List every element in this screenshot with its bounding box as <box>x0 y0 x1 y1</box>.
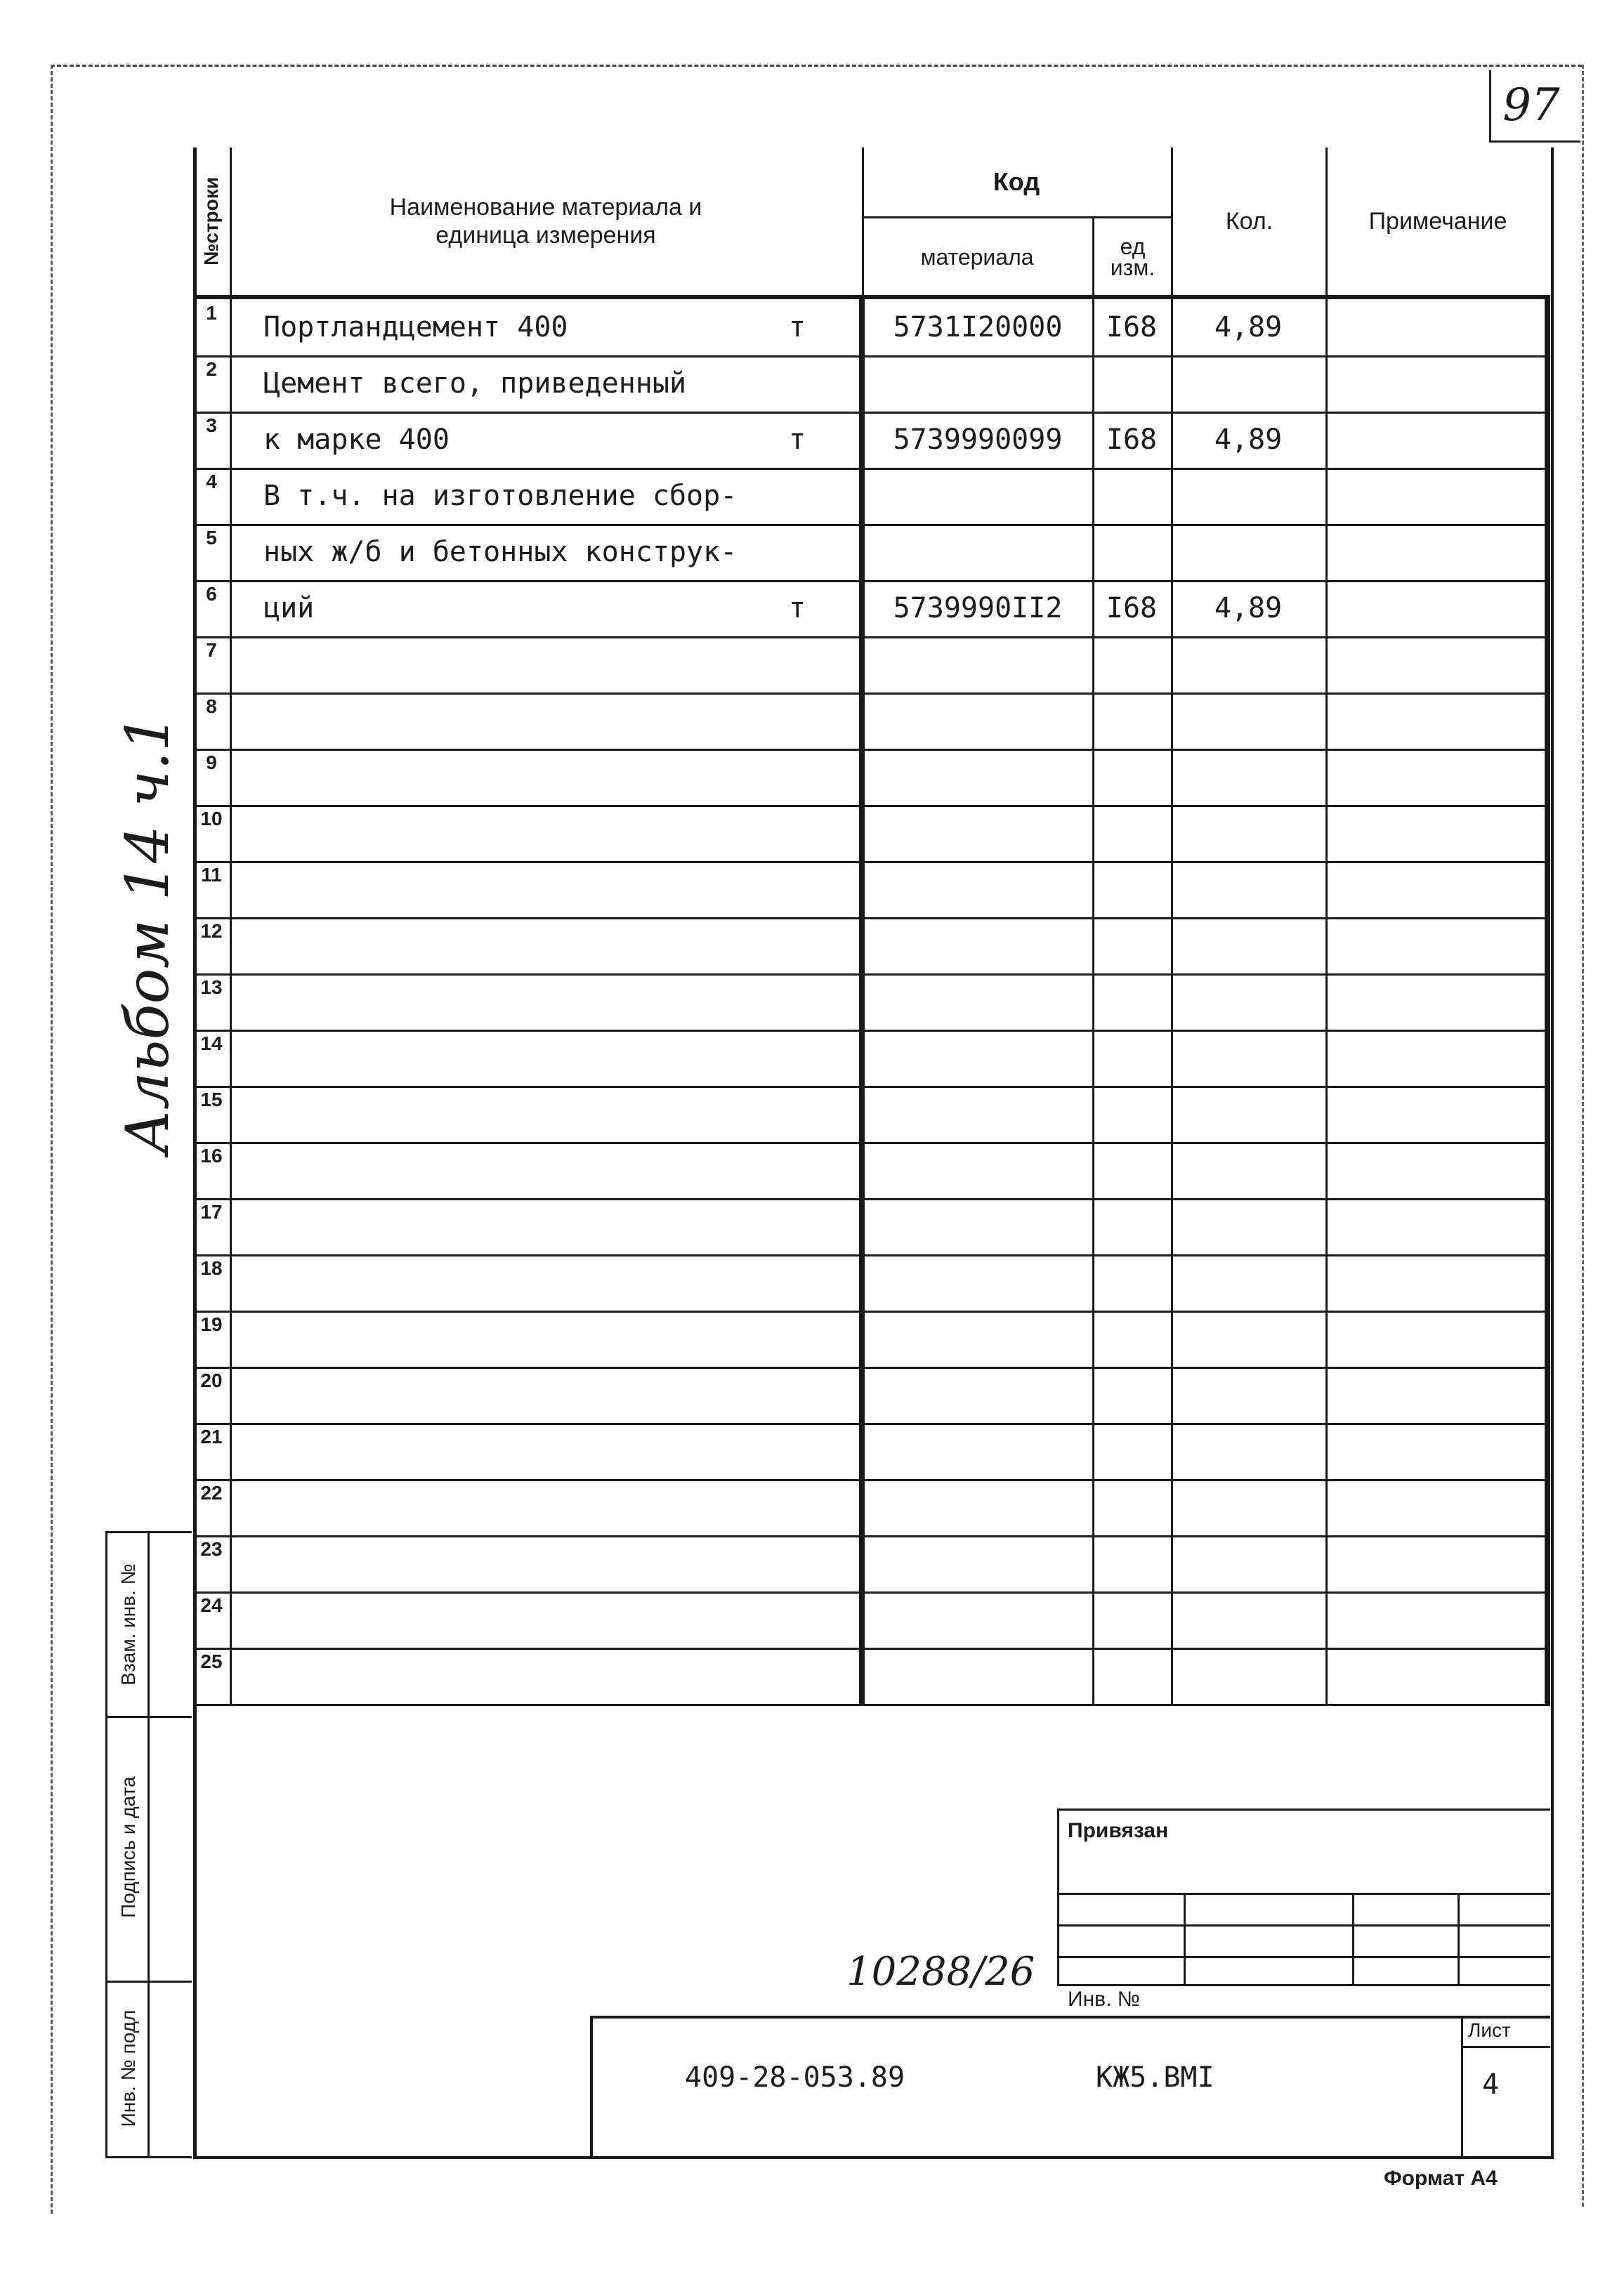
table-header <box>193 147 1550 299</box>
row-number: 12 <box>193 917 232 973</box>
material-unit <box>776 693 818 749</box>
material-unit <box>776 805 818 861</box>
material-name: Цемент всего, приведенный <box>263 367 687 400</box>
quantity <box>1171 1142 1325 1198</box>
material-name <box>263 1142 811 1198</box>
material-code <box>862 1479 1094 1535</box>
unit-code <box>1092 1030 1171 1086</box>
header-note: Примечание <box>1368 208 1507 235</box>
material-name <box>263 1648 811 1704</box>
row-number: 20 <box>193 1367 232 1423</box>
unit-code <box>1092 1142 1171 1198</box>
table-row <box>193 1423 1550 1481</box>
cut-border-right <box>1582 65 1584 2207</box>
row-number: 3 <box>193 412 232 468</box>
row-number: 18 <box>193 1254 232 1311</box>
row-number: 19 <box>193 1311 232 1367</box>
album-label: Альбом 14 ч.1 <box>113 714 182 1155</box>
quantity <box>1171 805 1325 861</box>
material-code: 5731I20000 <box>893 311 1063 343</box>
material-name <box>263 1086 811 1142</box>
row-number: 11 <box>193 861 232 917</box>
quantity <box>1171 1648 1325 1704</box>
table-row <box>193 524 1550 582</box>
material-name: к марке 400 <box>263 424 450 456</box>
unit-code <box>1092 1367 1171 1423</box>
unit-code <box>1092 1198 1171 1254</box>
table-row <box>193 1479 1550 1537</box>
table-row <box>193 1367 1550 1425</box>
row-number: 17 <box>193 1198 232 1254</box>
unit-code <box>1092 1591 1171 1648</box>
quantity <box>1171 468 1325 524</box>
row-number: 24 <box>193 1591 232 1648</box>
material-name <box>263 1311 811 1367</box>
unit-code <box>1092 1086 1171 1142</box>
quantity <box>1171 693 1325 749</box>
margin-vzam-inv: Взам. инв. № <box>105 1531 192 1718</box>
quantity <box>1171 1086 1325 1142</box>
quantity <box>1171 861 1325 917</box>
unit-code <box>1092 861 1171 917</box>
material-code <box>862 749 1094 805</box>
material-name: В т.ч. на изготовление сбор- <box>263 480 738 512</box>
table-row <box>193 1254 1550 1313</box>
margin-inv-podl: Инв. № подл <box>105 1981 192 2158</box>
margin-strip-divider <box>148 1531 150 2156</box>
material-code <box>862 861 1094 917</box>
quantity: 4,89 <box>1214 311 1283 343</box>
sheet-label: Лист <box>1468 2019 1511 2041</box>
material-name <box>263 636 811 693</box>
material-code <box>862 1311 1094 1367</box>
quantity: 4,89 <box>1214 424 1283 456</box>
material-unit <box>776 1648 818 1704</box>
unit-code <box>1092 636 1171 693</box>
material-unit <box>776 1086 818 1142</box>
table-row <box>193 299 1550 357</box>
quantity <box>1171 749 1325 805</box>
material-unit <box>776 1311 818 1367</box>
unit-code <box>1092 355 1171 412</box>
row-number: 8 <box>193 693 232 749</box>
quantity <box>1171 1030 1325 1086</box>
page-number: 97 <box>1502 79 1560 131</box>
quantity: 4,89 <box>1214 592 1283 624</box>
material-unit <box>776 861 818 917</box>
header-row-number: №строки <box>193 147 232 295</box>
quantity <box>1171 1591 1325 1648</box>
material-unit <box>776 468 818 524</box>
material-unit <box>776 355 818 412</box>
row-number: 7 <box>193 636 232 693</box>
material-code <box>862 1086 1094 1142</box>
material-unit <box>776 1142 818 1198</box>
material-unit <box>776 1591 818 1648</box>
material-name <box>263 1479 811 1535</box>
material-name <box>263 1591 811 1648</box>
row-number: 23 <box>193 1535 232 1591</box>
material-unit <box>776 1198 818 1254</box>
page-number-underline <box>1489 140 1580 143</box>
row-number: 13 <box>193 973 232 1030</box>
material-name: ных ж/б и бетонных конструк- <box>263 536 738 568</box>
row-number: 15 <box>193 1086 232 1142</box>
quantity <box>1171 1311 1325 1367</box>
table-row <box>193 861 1550 919</box>
material-code <box>862 1367 1094 1423</box>
material-unit: т <box>788 424 806 456</box>
unit-code <box>1092 1479 1171 1535</box>
row-number: 10 <box>193 805 232 861</box>
table-row <box>193 749 1550 807</box>
column-divider-note <box>1325 299 1328 1704</box>
row-number: 4 <box>193 468 232 524</box>
quantity <box>1171 524 1325 580</box>
table-row <box>193 1142 1550 1200</box>
material-code: 5739990II2 <box>893 592 1063 624</box>
material-name <box>263 1535 811 1591</box>
material-name: ций <box>263 592 315 624</box>
material-name <box>263 1030 811 1086</box>
material-name: Портландцемент 400 <box>263 311 568 343</box>
handwritten-number: 10288/26 <box>846 1949 1035 1995</box>
table-row <box>193 1086 1550 1144</box>
header-material-name: Наименование материала и единица измерения <box>230 147 864 295</box>
material-code <box>862 1648 1094 1704</box>
row-number: 16 <box>193 1142 232 1198</box>
table-row <box>193 917 1550 976</box>
quantity <box>1171 355 1325 412</box>
material-unit <box>776 1423 818 1479</box>
material-unit <box>776 917 818 973</box>
material-code <box>862 1591 1094 1648</box>
unit-code: I68 <box>1106 592 1158 624</box>
material-code <box>862 1030 1094 1086</box>
row-number: 2 <box>193 355 232 412</box>
header-code-material: материала <box>862 218 1094 295</box>
column-divider-code <box>859 299 865 1704</box>
unit-code <box>1092 1254 1171 1311</box>
material-unit: т <box>788 311 806 343</box>
material-name <box>263 749 811 805</box>
cut-border-left <box>51 65 53 2214</box>
row-number: 6 <box>193 580 232 636</box>
privyazan-label: Привязан <box>1068 1819 1169 1842</box>
unit-code <box>1092 524 1171 580</box>
quantity <box>1171 1367 1325 1423</box>
quantity <box>1171 1535 1325 1591</box>
quantity <box>1171 917 1325 973</box>
material-name <box>263 861 811 917</box>
column-divider-qty <box>1171 299 1173 1704</box>
table-row <box>193 1198 1550 1256</box>
quantity <box>1171 1198 1325 1254</box>
material-code <box>862 524 1094 580</box>
material-name <box>263 693 811 749</box>
unit-code <box>1092 468 1171 524</box>
quantity <box>1171 1479 1325 1535</box>
table-row <box>193 1591 1550 1650</box>
margin-podpis-data: Подпись и дата <box>105 1714 192 1983</box>
sheet-number: 4 <box>1482 2068 1500 2101</box>
table-row <box>193 636 1550 695</box>
material-code: 5739990099 <box>893 424 1063 456</box>
table-row <box>193 693 1550 751</box>
material-code <box>862 1254 1094 1311</box>
table-row <box>193 355 1550 414</box>
material-unit <box>776 636 818 693</box>
column-divider-unit <box>1092 299 1094 1704</box>
table-row <box>193 1535 1550 1594</box>
unit-code <box>1092 1648 1171 1704</box>
material-code <box>862 1535 1094 1591</box>
row-number: 1 <box>193 299 232 355</box>
quantity <box>1171 973 1325 1030</box>
unit-code <box>1092 1311 1171 1367</box>
material-unit <box>776 1254 818 1311</box>
row-number: 9 <box>193 749 232 805</box>
material-code <box>862 1423 1094 1479</box>
material-unit <box>776 973 818 1030</box>
material-unit <box>776 1367 818 1423</box>
inv-no-label: Инв. № <box>1068 1988 1140 2011</box>
material-code <box>862 636 1094 693</box>
material-name <box>263 1254 811 1311</box>
material-name <box>263 917 811 973</box>
material-code <box>862 468 1094 524</box>
table-row <box>193 1648 1550 1706</box>
unit-code: I68 <box>1106 424 1158 456</box>
table-row <box>193 1311 1550 1369</box>
table-row <box>193 973 1550 1032</box>
header-code-unit: ед изм. <box>1094 218 1173 295</box>
material-name <box>263 1198 811 1254</box>
material-unit <box>776 1030 818 1086</box>
material-code <box>862 805 1094 861</box>
unit-code <box>1092 693 1171 749</box>
unit-code <box>1092 917 1171 973</box>
title-block <box>193 1773 1550 2156</box>
quantity <box>1171 1254 1325 1311</box>
row-number: 25 <box>193 1648 232 1704</box>
unit-code <box>1092 1423 1171 1479</box>
material-unit <box>776 1535 818 1591</box>
material-unit <box>776 749 818 805</box>
material-code <box>862 1142 1094 1198</box>
document-code: 409-28-053.89 <box>685 2061 905 2094</box>
row-number: 21 <box>193 1423 232 1479</box>
header-quantity: Кол. <box>1173 147 1328 295</box>
unit-code <box>1092 805 1171 861</box>
table-row <box>193 412 1550 470</box>
material-code <box>862 1198 1094 1254</box>
material-name <box>263 805 811 861</box>
quantity <box>1171 1423 1325 1479</box>
material-unit <box>776 1479 818 1535</box>
material-name <box>263 1423 811 1479</box>
row-number: 5 <box>193 524 232 580</box>
unit-code <box>1092 749 1171 805</box>
cut-border-top <box>51 65 1582 67</box>
unit-code <box>1092 1535 1171 1591</box>
material-name <box>263 1367 811 1423</box>
unit-code <box>1092 973 1171 1030</box>
table-row <box>193 580 1550 638</box>
table-row <box>193 1030 1550 1088</box>
unit-code: I68 <box>1106 311 1158 343</box>
quantity <box>1171 636 1325 693</box>
material-unit <box>776 524 818 580</box>
material-name <box>263 973 811 1030</box>
row-number: 14 <box>193 1030 232 1086</box>
format-label: Формат А4 <box>1384 2167 1498 2190</box>
header-code: Код <box>862 147 1173 218</box>
material-code <box>862 693 1094 749</box>
table-row <box>193 468 1550 526</box>
drawing-mark: КЖ5.ВМI <box>1096 2061 1214 2094</box>
material-code <box>862 917 1094 973</box>
table-row <box>193 805 1550 863</box>
material-code <box>862 973 1094 1030</box>
row-number: 22 <box>193 1479 232 1535</box>
material-code <box>862 355 1094 412</box>
column-divider-right <box>1545 299 1550 1704</box>
material-unit: т <box>788 592 806 624</box>
